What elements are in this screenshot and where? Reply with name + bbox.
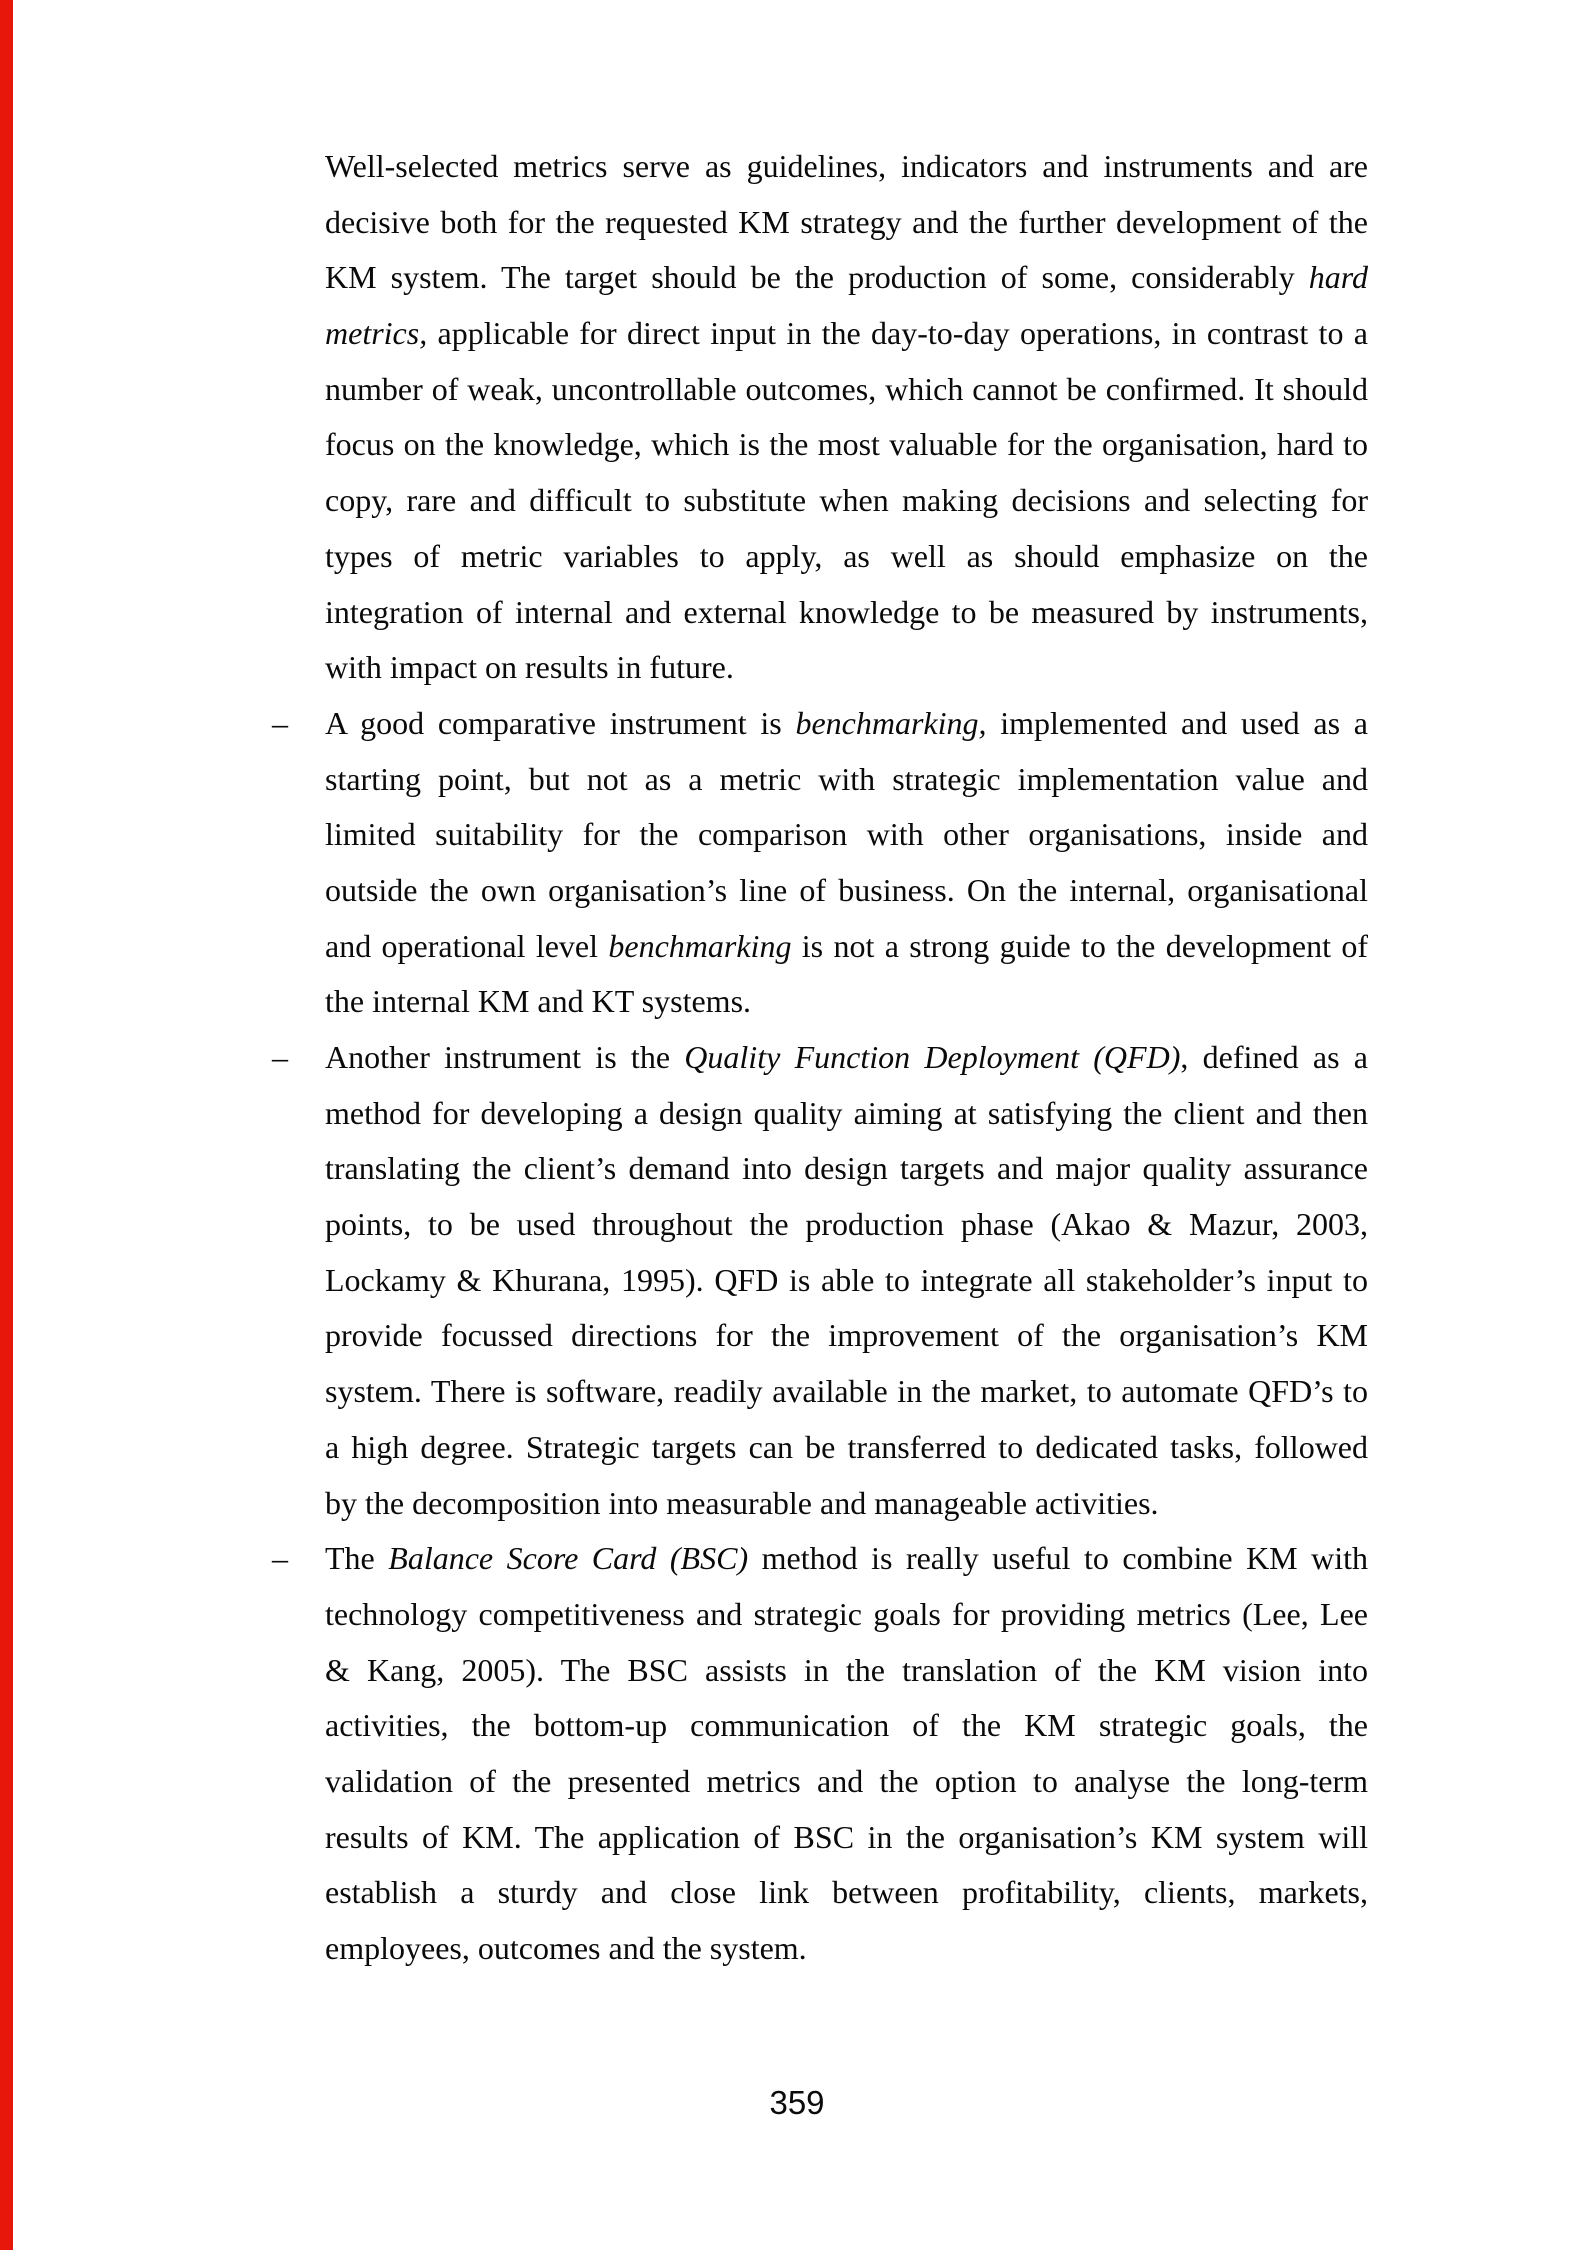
text-run: types of metric variables to apply, as well as should emphasize on the: [325, 537, 1368, 574]
text-run: copy, rare and difficult to substitute when making decisions and selecting for: [325, 482, 1368, 519]
text-line: [325, 139, 1368, 195]
text-line: [325, 1476, 1368, 1532]
italic-text-run: benchmarking,: [795, 704, 987, 741]
text-line: [325, 1865, 1368, 1921]
text-line: [325, 752, 1368, 808]
text-line: [325, 1141, 1368, 1197]
text-run: The: [325, 1540, 389, 1577]
text-line: [325, 1643, 1368, 1699]
text-line: [325, 585, 1368, 641]
text-run: validation of the presented metrics and the option to analyse the long-term: [325, 1762, 1368, 1799]
text-line: [325, 417, 1368, 473]
text-run: employees, outcomes and the system.: [325, 1930, 807, 1966]
text-run: method is really useful to combine KM with: [748, 1540, 1368, 1577]
text-run: Another instrument is the: [325, 1039, 685, 1075]
text-run: translating the client’s demand into design targets and major quality assurance: [325, 1150, 1368, 1187]
text-line: [325, 529, 1368, 585]
italic-text-run: benchmarking: [608, 927, 792, 964]
text-line: [325, 1754, 1368, 1810]
text-run: a high degree. Strategic targets can be transferred to dedicated tasks, followed: [325, 1428, 1368, 1465]
text-run: , defined as a: [1180, 1039, 1368, 1075]
text-line: [325, 696, 1368, 752]
text-run: with impact on results in future.: [325, 649, 734, 686]
text-run: results of KM. The application of BSC in the organisation’s KM system will: [325, 1818, 1368, 1855]
text-run: activities, the bottom-up communication of the KM strategic goals, the: [325, 1707, 1368, 1744]
text-run: technology competitiveness and strategic goals for providing metrics (Lee, Lee: [325, 1595, 1368, 1632]
text-run: applicable for direct input in the day-to-day operations, in contrast to a: [427, 315, 1368, 352]
bullet-dash-marker: –: [272, 1540, 288, 1577]
text-line: [325, 1810, 1368, 1866]
text-line: [325, 250, 1368, 306]
text-run: method for developing a design quality aiming at satisfying the client and then: [325, 1094, 1368, 1131]
document-body: [272, 139, 1368, 1977]
bullet-list-item: [272, 696, 1368, 1030]
bullet-dash-marker: –: [272, 704, 288, 741]
text-run: A good comparative instrument is: [325, 704, 796, 741]
italic-text-run: Quality Function Deployment (QFD): [684, 1039, 1181, 1075]
bullet-list-item: [272, 1030, 1368, 1531]
text-line: [325, 1253, 1368, 1309]
italic-text-run: hard: [1308, 259, 1368, 296]
text-run: by the decomposition into measurable and manageable activities.: [325, 1484, 1159, 1521]
text-run: Lockamy & Khurana, 1995). QFD is able to integrate all stakeholder’s input to: [325, 1261, 1368, 1298]
page-number: 359: [769, 2084, 825, 2121]
text-line: [325, 473, 1368, 529]
text-line: [325, 974, 1368, 1030]
text-run: the internal KM and KT systems.: [325, 983, 752, 1020]
italic-text-run: metrics,: [325, 315, 428, 352]
text-line: [325, 1698, 1368, 1754]
text-run: number of weak, uncontrollable outcomes, which cannot be confirmed. It should: [325, 370, 1368, 407]
text-run: provide focussed directions for the improvement of the organisation’s KM: [325, 1317, 1368, 1354]
text-run: outside the own organisation’s line of business. On the internal, organisational: [325, 871, 1368, 908]
bullet-dash-marker: –: [272, 1039, 288, 1075]
text-line: [325, 1086, 1368, 1142]
text-line: [325, 807, 1368, 863]
text-run: establish a sturdy and close link between profitability, clients, markets,: [325, 1874, 1368, 1911]
text-run: KM system. The target should be the production of some, considerably: [325, 259, 1309, 296]
text-line: [325, 1420, 1368, 1476]
text-run: system. There is software, readily available in the market, to automate QFD’s to: [325, 1373, 1368, 1410]
text-line: [325, 195, 1368, 251]
text-run: integration of internal and external knowledge to be measured by instruments,: [325, 593, 1368, 630]
text-run: decisive both for the requested KM strategy and the further development of the: [325, 203, 1368, 240]
text-line: [325, 863, 1368, 919]
text-run: limited suitability for the comparison with other organisations, inside and: [325, 816, 1368, 853]
text-run: and operational level: [325, 927, 609, 964]
text-line: [325, 1364, 1368, 1420]
bullet-list-item: [272, 1531, 1368, 1977]
text-run: & Kang, 2005). The BSC assists in the translation of the KM vision into: [325, 1651, 1368, 1688]
text-line: [325, 1531, 1368, 1587]
paragraph: [325, 139, 1368, 696]
text-run: is not a strong guide to the development of: [791, 927, 1368, 964]
text-run: focus on the knowledge, which is the most valuable for the organisation, hard to: [325, 426, 1368, 463]
text-line: [325, 362, 1368, 418]
text-run: Well-selected metrics serve as guidelines, indicators and instruments and are: [325, 148, 1368, 184]
text-line: [325, 306, 1368, 362]
text-run: starting point, but not as a metric with strategic implementation value and: [325, 760, 1368, 797]
italic-text-run: Balance Score Card (BSC): [388, 1540, 749, 1577]
text-line: [325, 640, 1368, 696]
text-line: [325, 1197, 1368, 1253]
text-run: implemented and used as a: [986, 704, 1368, 741]
text-line: [325, 1030, 1368, 1086]
left-edge-stripe: [0, 0, 13, 2250]
text-line: [325, 1308, 1368, 1364]
text-line: [325, 1921, 1368, 1977]
text-run: points, to be used throughout the production phase (Akao & Mazur, 2003,: [325, 1206, 1368, 1243]
text-line: [325, 1587, 1368, 1643]
text-line: [325, 919, 1368, 975]
